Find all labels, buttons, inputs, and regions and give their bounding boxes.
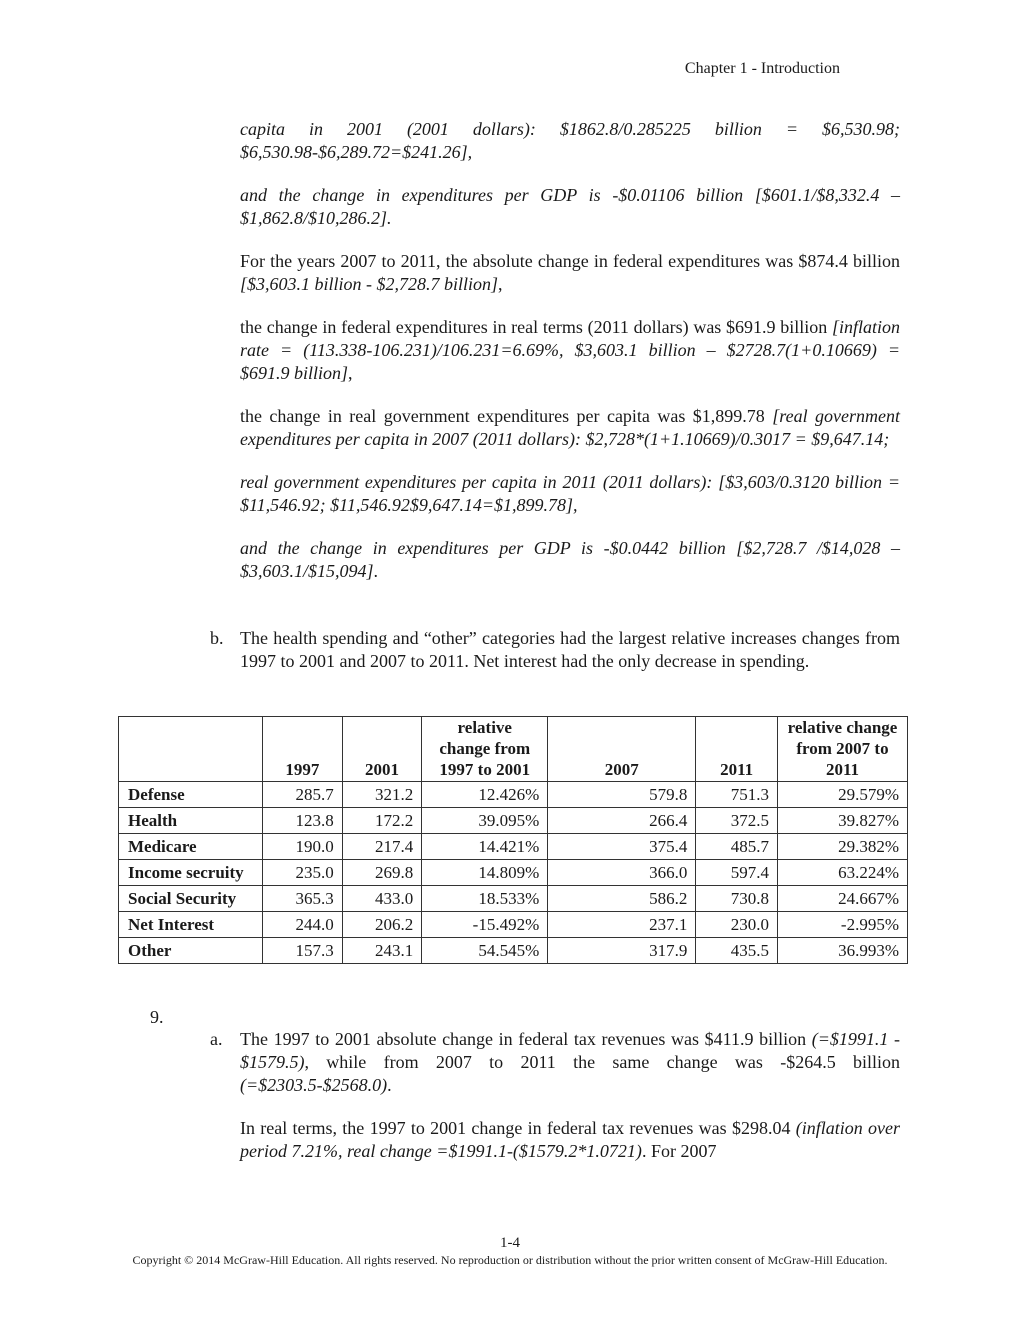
table-cell-value: 433.0 (342, 886, 422, 912)
table-cell-value: 14.421% (422, 834, 548, 860)
table-cell-value: 485.7 (696, 834, 778, 860)
table-row (119, 912, 908, 938)
table-row (119, 938, 908, 964)
table-header-row (119, 717, 908, 782)
paragraph-4-end: , (348, 363, 353, 383)
table-cell-value: 54.545% (422, 938, 548, 964)
table-cell-value: 18.533% (422, 886, 548, 912)
paragraph-4-text: the change in federal expenditures in real terms (2011 dollars) was $691.9 billion (240, 317, 832, 337)
table-cell-value: 751.3 (696, 782, 778, 808)
item-a-p1-end: . (387, 1075, 392, 1095)
item-a-text (240, 1028, 900, 1163)
paragraph-3-text: For the years 2007 to 2011, the absolute change in federal expenditures was $874.4 billion (240, 251, 900, 271)
table-cell-value: 579.8 (548, 782, 696, 808)
table-cell-value: 36.993% (777, 938, 907, 964)
table-cell-value: 730.8 (696, 886, 778, 912)
table-cell-value: 435.5 (696, 938, 778, 964)
table-cell-value: 586.2 (548, 886, 696, 912)
page-number: 1-4 (500, 1235, 520, 1251)
table-cell-value: 269.8 (342, 860, 422, 886)
paragraph-7-italic: and the change in expenditures per GDP is -$0.0442 billion [$2,728.7 /$14,028 – $3,603.1/$15,094] (240, 538, 900, 581)
paragraph-7-end: . (373, 561, 379, 581)
table-cell-value: 244.0 (263, 912, 343, 938)
item-b-label: b. (210, 628, 224, 648)
table-cell-category: Medicare (119, 834, 263, 860)
table-cell-value: 29.382% (777, 834, 907, 860)
table-cell-value: 317.9 (548, 938, 696, 964)
table-cell-value: 12.426% (422, 782, 548, 808)
table-cell-value: 230.0 (696, 912, 778, 938)
table-cell-value: 217.4 (342, 834, 422, 860)
table-cell-value: 123.8 (263, 808, 343, 834)
table-cell-value: 172.2 (342, 808, 422, 834)
paragraph-7 (240, 537, 900, 583)
question-9-label: 9. (150, 1007, 164, 1027)
table-cell-value: 321.2 (342, 782, 422, 808)
item-a-p2-text1: In real terms, the 1997 to 2001 change in federal tax revenues was $298.04 (240, 1118, 796, 1138)
table-cell-value: 39.095% (422, 808, 548, 834)
item-b (210, 627, 900, 673)
header-cell-2001: 2001 (342, 717, 422, 782)
chapter-header: Chapter 1 - Introduction (684, 60, 840, 77)
table-cell-value: 157.3 (263, 938, 343, 964)
table-body (119, 782, 908, 964)
table-cell-value: 206.2 (342, 912, 422, 938)
table-cell-category: Income secruity (119, 860, 263, 886)
item-a (210, 1028, 900, 1183)
paragraph-5 (240, 405, 900, 451)
table-cell-category: Health (119, 808, 263, 834)
spending-table (118, 716, 908, 964)
header-cell-category (119, 717, 263, 782)
item-a-p2-italic: (inflation over period 7.21%, real change =$1991.1-($1579.2*1.0721) (240, 1118, 900, 1161)
paragraph-3 (240, 250, 900, 296)
table-cell-value: 285.7 (263, 782, 343, 808)
table-cell-value: 14.809% (422, 860, 548, 886)
table-cell-category: Net Interest (119, 912, 263, 938)
table-cell-value: 375.4 (548, 834, 696, 860)
paragraph-6: real government expenditures per capita in 2011 (2011 dollars): [$3,603/0.3120 billion = $11,546.92; $11,546.92$9,647.14=$1,899.78], (240, 472, 900, 515)
paragraph-3-italic: [$3,603.1 billion - $2,728.7 billion] (240, 274, 499, 294)
header-cell-2011: 2011 (696, 717, 778, 782)
item-a-paragraph-1 (240, 1028, 900, 1097)
item-a-p2-text2: . For 2007 (641, 1141, 717, 1161)
table-cell-value: 237.1 (548, 912, 696, 938)
table-row (119, 782, 908, 808)
page-footer (110, 1236, 910, 1268)
table-cell-value: 190.0 (263, 834, 343, 860)
header-cell-relative-1997-2001: relative change from 1997 to 2001 (422, 717, 548, 782)
table-cell-value: 372.5 (696, 808, 778, 834)
paragraph-1: capita in 2001 (2001 dollars): $1862.8/0.285225 billion = $6,530.98; $6,530.98-$6,289.72=$241.26], (240, 119, 900, 162)
table-row (119, 860, 908, 886)
item-b-text: The health spending and “other” categories had the largest relative increases changes from 1997 to 2001 and 2007 to 2011. Net interest had the only decrease in spending. (240, 628, 900, 671)
table-cell-value: 29.579% (777, 782, 907, 808)
paragraph-2: and the change in expenditures per GDP is -$0.01106 billion [$601.1/$8,332.4 – $1,862.8/$10,286.2]. (240, 185, 900, 228)
header-cell-2007: 2007 (548, 717, 696, 782)
table-cell-value: 366.0 (548, 860, 696, 886)
table-cell-category: Defense (119, 782, 263, 808)
paragraph-3-end: , (498, 274, 503, 294)
copyright-notice: Copyright © 2014 McGraw-Hill Education. All rights reserved. No reproduction or distribution without the prior written consent of McGraw-Hill Education. (132, 1253, 888, 1267)
table-cell-category: Social Security (119, 886, 263, 912)
item-a-p1-italic2: (=$2303.5-$2568.0) (240, 1075, 388, 1095)
paragraph-4-italic: [inflation rate = (113.338-106.231)/106.231=6.69%, $3,603.1 billion – $2728.7(1+0.10669) = $691.9 billion] (240, 317, 900, 383)
table-row (119, 886, 908, 912)
item-a-p1-text2: , while from 2007 to 2011 the same change was -$264.5 billion (304, 1052, 900, 1072)
table-cell-value: -15.492% (422, 912, 548, 938)
item-a-p1-text1: The 1997 to 2001 absolute change in federal tax revenues was $411.9 billion (240, 1029, 812, 1049)
item-a-paragraph-2 (240, 1117, 900, 1163)
body-text (240, 118, 900, 603)
table-cell-value: 266.4 (548, 808, 696, 834)
paragraph-4 (240, 316, 900, 385)
table-cell-value: 235.0 (263, 860, 343, 886)
item-a-p1-italic1: (=$1991.1 - $1579.5) (240, 1029, 901, 1072)
table-cell-value: 597.4 (696, 860, 778, 886)
table-cell-value: 24.667% (777, 886, 907, 912)
table-cell-value: -2.995% (777, 912, 907, 938)
table-row (119, 834, 908, 860)
header-cell-1997: 1997 (263, 717, 343, 782)
table-cell-value: 365.3 (263, 886, 343, 912)
header-cell-relative-2007-2011: relative change from 2007 to 2011 (777, 717, 907, 782)
paragraph-5-italic: [real government expenditures per capita in 2007 (2011 dollars): $2,728*(1+1.10669)/0.3017 = $9,647.14; (240, 406, 900, 449)
table-row (119, 808, 908, 834)
table-cell-category: Other (119, 938, 263, 964)
table-cell-value: 243.1 (342, 938, 422, 964)
paragraph-5-text: the change in real government expenditures per capita was $1,899.78 (240, 406, 773, 426)
item-a-label: a. (210, 1029, 223, 1049)
table-cell-value: 39.827% (777, 808, 907, 834)
table-cell-value: 63.224% (777, 860, 907, 886)
